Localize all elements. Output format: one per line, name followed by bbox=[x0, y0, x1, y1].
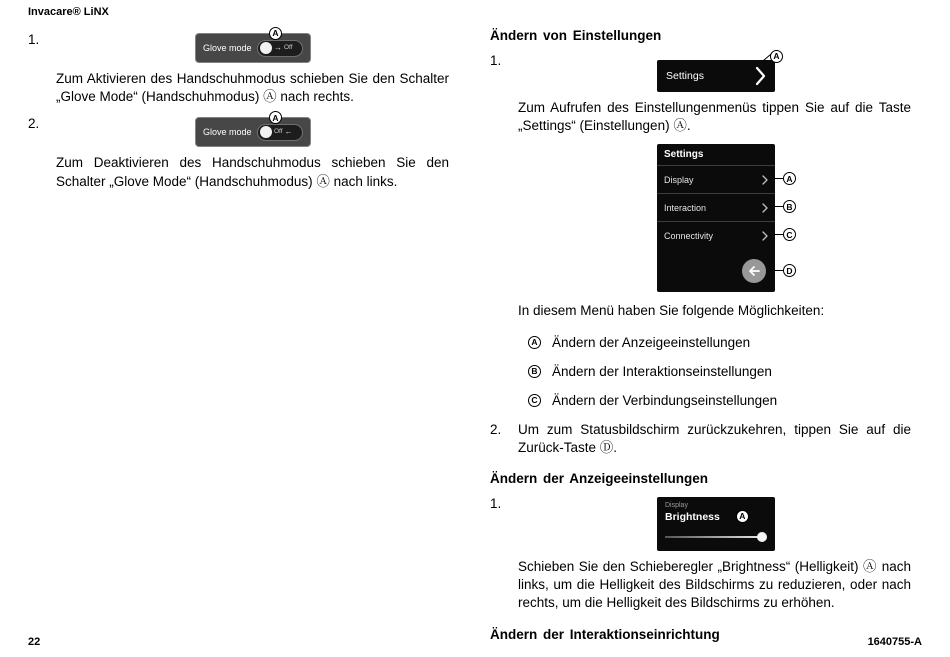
menu-item-label: Connectivity bbox=[664, 230, 714, 241]
settings-button bbox=[657, 51, 780, 92]
display-panel bbox=[657, 497, 775, 551]
marker-leader-line bbox=[774, 270, 783, 271]
glove-mode-on-figure bbox=[195, 28, 315, 63]
back-button bbox=[742, 259, 766, 283]
arrow-left-icon: ← bbox=[284, 127, 293, 137]
document-code: 1640755-A bbox=[867, 636, 922, 648]
settings-menu-title: Settings bbox=[664, 149, 704, 161]
marker-b-icon: B bbox=[783, 200, 796, 213]
settings-step-2 bbox=[490, 421, 926, 466]
marker-leader-line bbox=[774, 206, 783, 207]
menu-options-list bbox=[518, 334, 926, 410]
settings-button-label: Settings bbox=[666, 70, 704, 82]
marker-d-callout bbox=[774, 264, 796, 277]
section-heading-interaction: Ändern der Interaktionseinrichtung bbox=[490, 626, 720, 642]
step-number: 2. bbox=[490, 421, 502, 437]
chevron-right-icon bbox=[755, 66, 766, 86]
toggle-knob-icon bbox=[260, 126, 272, 138]
marker-leader-line bbox=[774, 234, 783, 235]
settings-menu-panel bbox=[657, 144, 775, 292]
display-step-1 bbox=[490, 495, 926, 622]
brightness-label: Brightness bbox=[665, 510, 720, 523]
glove-step-2 bbox=[28, 112, 460, 199]
step-number: 1. bbox=[490, 496, 502, 512]
chevron-right-icon bbox=[762, 203, 768, 213]
chevron-right-icon bbox=[762, 175, 768, 185]
glove-mode-panel bbox=[195, 28, 311, 63]
option-connectivity bbox=[528, 392, 921, 410]
section-heading-display: Ändern der Anzeigeeinstellungen bbox=[490, 471, 709, 487]
marker-d-icon: D bbox=[783, 264, 796, 277]
toggle-state-label: Off bbox=[274, 128, 283, 136]
step-number: 1. bbox=[28, 32, 40, 47]
marker-c-icon: C bbox=[783, 228, 796, 241]
menu-item-interaction bbox=[657, 193, 775, 221]
arrow-left-icon bbox=[747, 265, 761, 277]
display-panel-title: Display bbox=[665, 502, 688, 510]
marker-a-icon: A bbox=[269, 27, 282, 40]
option-text: Ändern der Interaktionseinstellungen bbox=[552, 363, 772, 379]
toggle-knob-icon bbox=[260, 42, 272, 54]
display-brightness-figure bbox=[657, 497, 777, 551]
brightness-slider bbox=[665, 532, 767, 542]
step-text: Um zum Statusbildschirm zurückzukehren, tippen Sie auf die Zurück-Taste Ⓓ. bbox=[518, 421, 911, 455]
marker-a-icon: A bbox=[783, 172, 796, 185]
slider-track bbox=[665, 536, 766, 538]
menu-item-label: Interaction bbox=[664, 202, 707, 213]
menu-item-connectivity bbox=[657, 221, 775, 249]
marker-c-icon: C bbox=[528, 394, 541, 407]
step-text: Zum Aktivieren des Handschuhmodus schieben Sie den Schalter „Glove Mode“ (Handschuhmodus) Ⓐ nach rechts. bbox=[56, 71, 449, 105]
glove-mode-panel bbox=[195, 112, 311, 147]
step-text: Schieben Sie den Schieberegler „Brightness“ (Helligkeit) Ⓐ nach links, um die Helligkeit des Bildschirms zu reduzieren, oder nach rechts, um die Helligkeit des Bildschirms zu erhöhen. bbox=[518, 559, 911, 611]
settings-menu-figure bbox=[657, 144, 793, 292]
marker-leader-line bbox=[774, 178, 783, 179]
option-interaction bbox=[528, 363, 921, 381]
glove-mode-off-figure bbox=[195, 112, 315, 147]
toggle-state-label: Off bbox=[284, 43, 293, 51]
arrow-right-icon: → bbox=[274, 43, 282, 52]
option-display bbox=[528, 334, 921, 352]
marker-a-icon: A bbox=[269, 111, 282, 124]
right-column bbox=[490, 28, 926, 651]
step-text: Zum Aufrufen des Einstellungenmenüs tippen Sie auf die Taste „Settings“ (Einstellungen) Ⓐ. bbox=[518, 100, 911, 134]
step-number: 2. bbox=[28, 116, 40, 132]
marker-a-icon: A bbox=[528, 336, 541, 349]
glove-mode-toggle bbox=[257, 124, 303, 141]
marker-a-icon: A bbox=[736, 510, 749, 523]
marker-a-icon: A bbox=[770, 50, 783, 63]
menu-item-display bbox=[657, 165, 775, 193]
glove-mode-label: Glove mode bbox=[203, 43, 252, 53]
step-text: Zum Deaktivieren des Handschuhmodus schieben Sie den Schalter „Glove Mode“ (Handschuhmodus) Ⓐ nach links. bbox=[56, 155, 449, 189]
glove-step-1 bbox=[28, 28, 460, 115]
brand-title: Invacare® LiNX bbox=[28, 6, 109, 18]
left-column bbox=[28, 28, 460, 200]
brightness-row bbox=[665, 510, 767, 523]
page-number: 22 bbox=[28, 636, 41, 648]
option-text: Ändern der Anzeigeeinstellungen bbox=[552, 334, 751, 350]
settings-button-figure bbox=[657, 51, 780, 92]
menu-item-label: Display bbox=[664, 174, 694, 185]
settings-step-1 bbox=[490, 52, 926, 421]
option-text: Ändern der Verbindungseinstellungen bbox=[552, 392, 778, 408]
marker-b-callout bbox=[774, 200, 796, 213]
chevron-right-icon bbox=[762, 231, 768, 241]
marker-c-callout bbox=[774, 228, 796, 241]
glove-mode-toggle bbox=[257, 40, 303, 57]
glove-mode-label: Glove mode bbox=[203, 127, 252, 138]
menu-intro-text: In diesem Menü haben Sie folgende Möglichkeiten: bbox=[518, 303, 825, 319]
marker-b-icon: B bbox=[528, 365, 541, 378]
marker-a-callout bbox=[774, 172, 796, 185]
section-heading-settings: Ändern von Einstellungen bbox=[490, 28, 662, 43]
step-number: 1. bbox=[490, 53, 502, 68]
slider-knob-icon bbox=[757, 532, 767, 542]
